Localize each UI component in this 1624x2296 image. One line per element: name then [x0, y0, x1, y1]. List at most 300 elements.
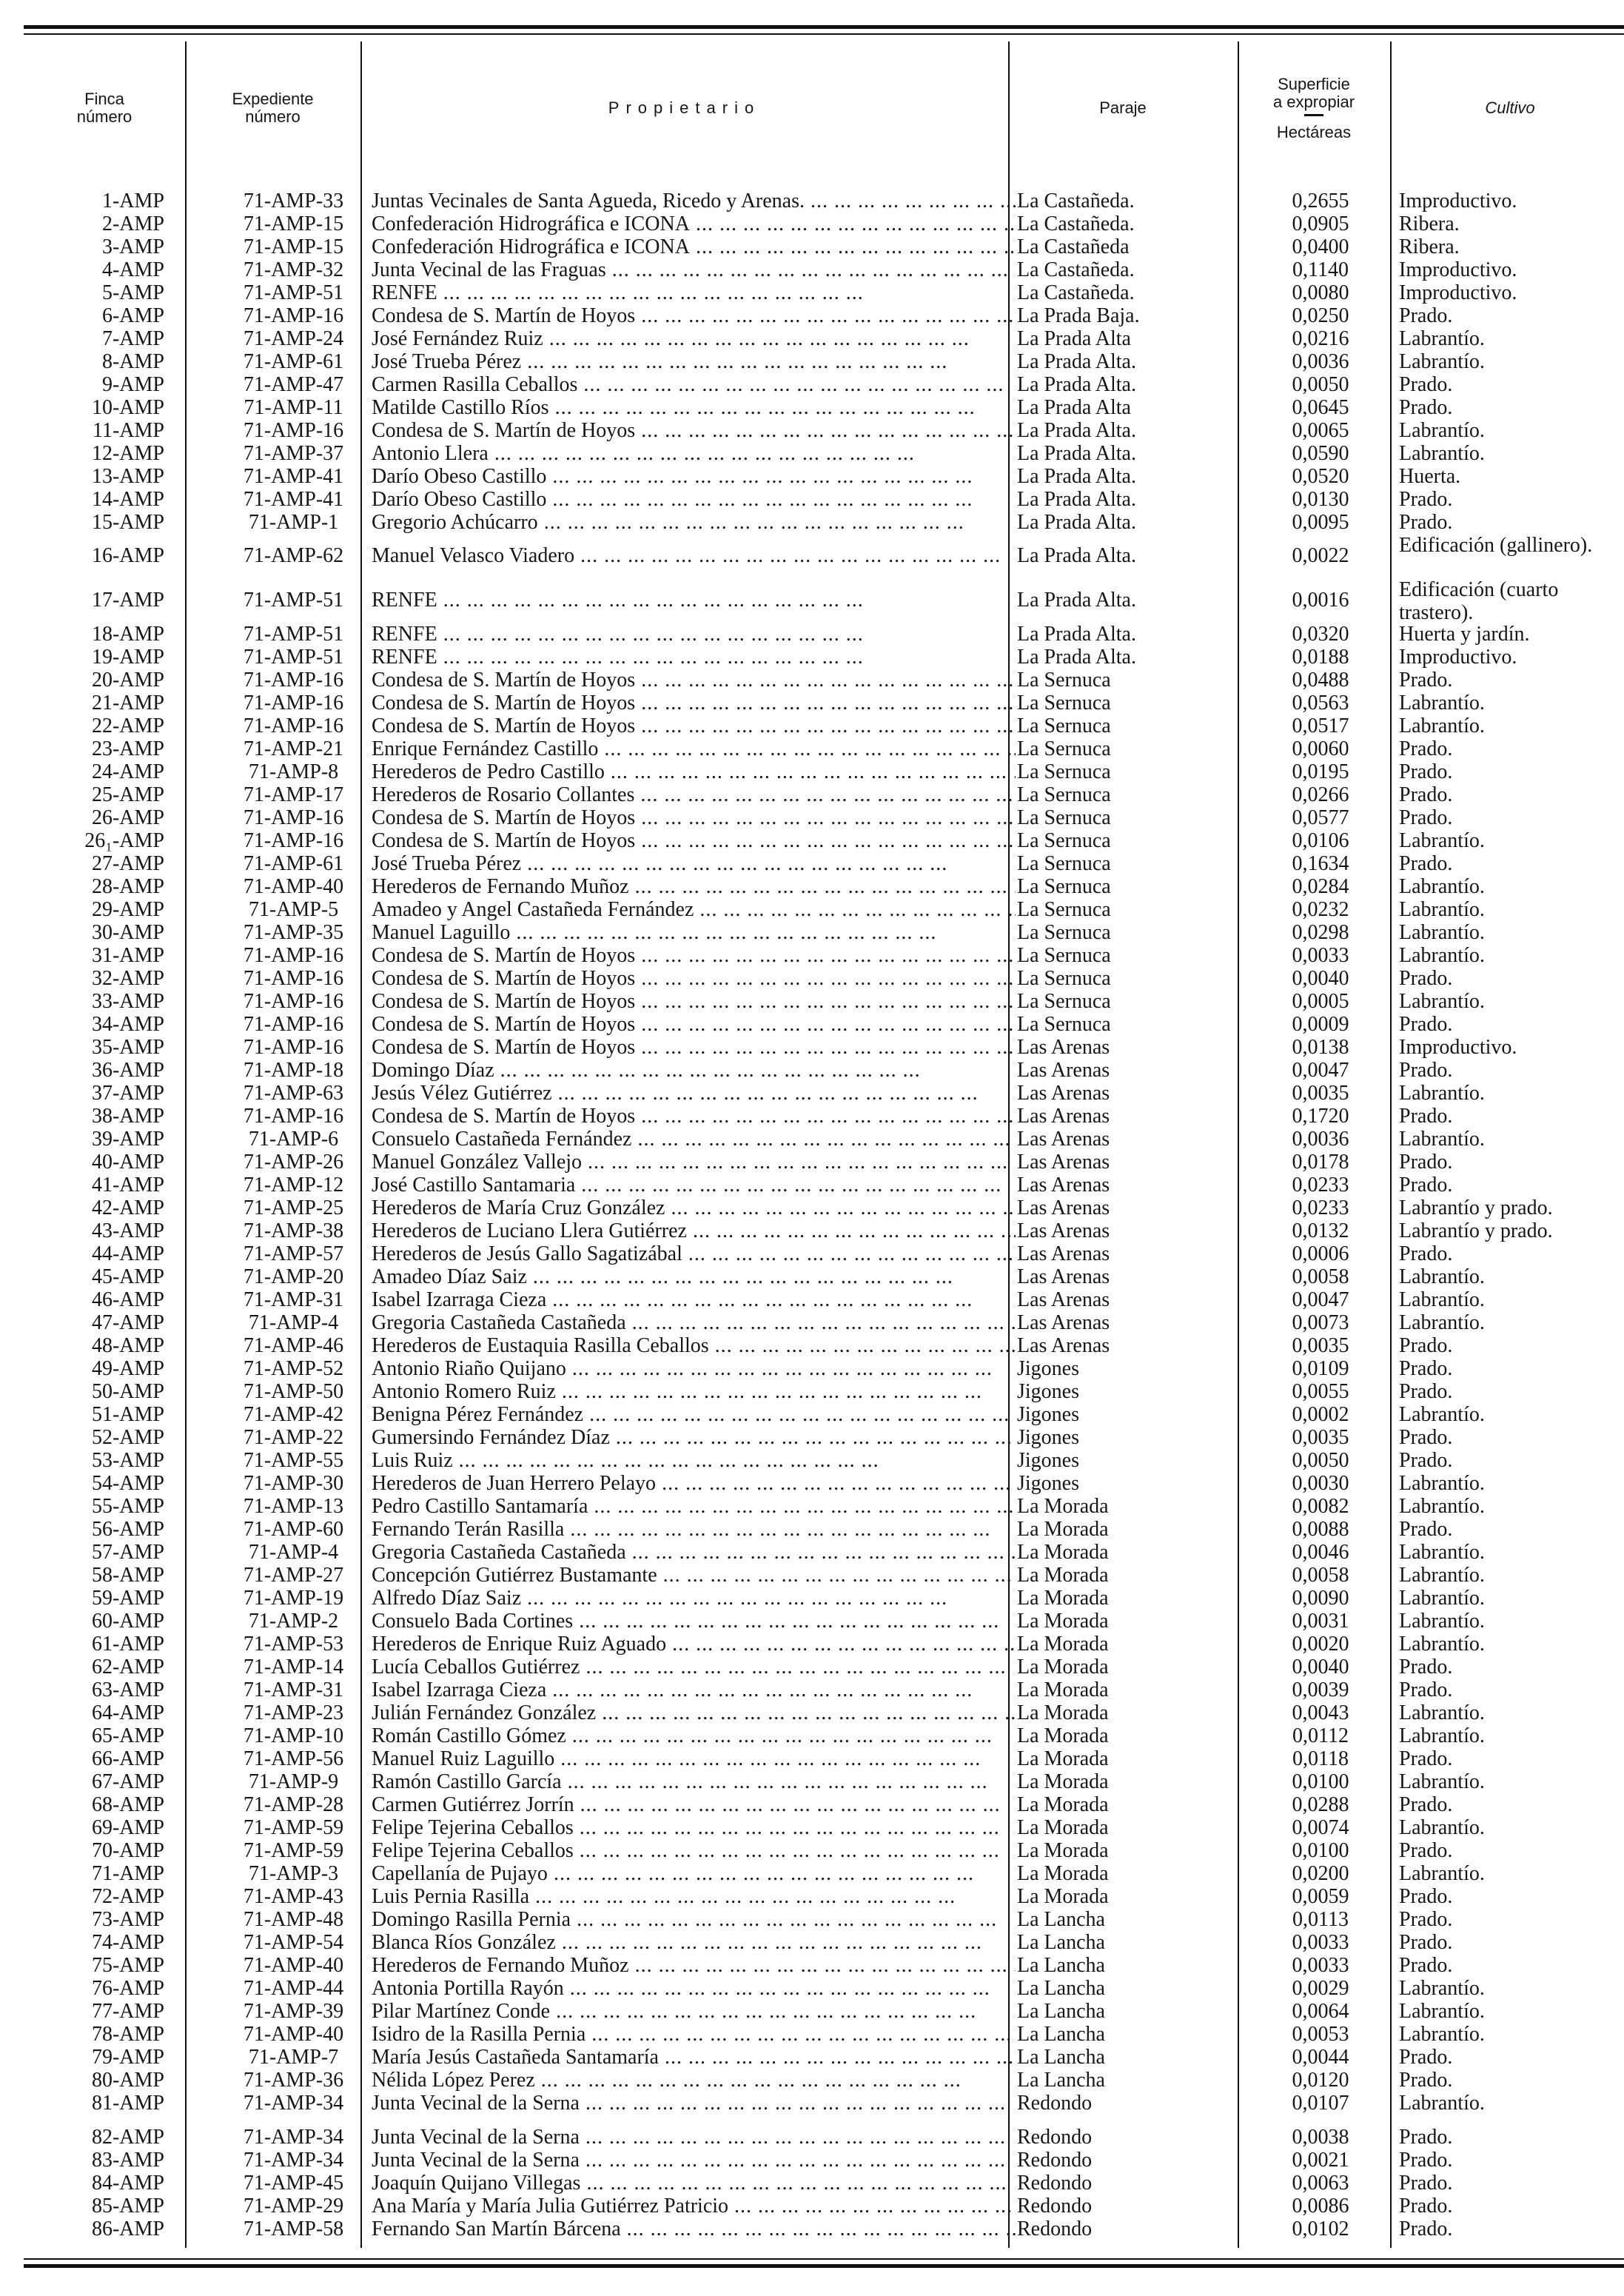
superficie-cell: 0,0082: [1292, 1495, 1349, 1518]
finca-cell: 12-AMP: [91, 442, 164, 465]
finca-cell: 52-AMP: [91, 1426, 164, 1449]
paraje-cell: Las Arenas: [1017, 1311, 1110, 1334]
expediente-cell: 71-AMP-42: [243, 1403, 344, 1426]
propietario-cell: Herederos de Fernando Muñoz ... .: [372, 875, 1016, 898]
expediente-cell: 71-AMP-15: [243, 212, 344, 235]
finca-cell: 74-AMP: [91, 1931, 164, 1954]
propietario-cell: Carmen Rasilla Ceballos ... .: [372, 373, 1016, 396]
expediente-cell: 71-AMP-34: [243, 2149, 344, 2172]
propietario-cell: Junta Vecinal de las Fraguas ... .: [372, 258, 1016, 281]
cultivo-cell: Labrantío.: [1399, 829, 1485, 852]
expropriation-table: [24, 41, 1624, 2267]
expediente-cell: 71-AMP-17: [243, 783, 344, 806]
propietario-cell: Luis Pernia Rasilla ... .: [372, 1885, 1016, 1908]
propietario-cell: Domingo Díaz ... .: [372, 1059, 1016, 1082]
header-cultivo-label: Cultivo: [1485, 98, 1535, 117]
table-row: [24, 669, 1624, 692]
superficie-cell: 0,0113: [1292, 1908, 1349, 1931]
finca-cell: 30-AMP: [91, 921, 164, 944]
superficie-cell: 0,0074: [1292, 1816, 1349, 1839]
paraje-cell: Las Arenas: [1017, 1082, 1110, 1105]
superficie-cell: 0,0563: [1292, 692, 1349, 714]
paraje-cell: Redondo: [1017, 2218, 1093, 2240]
table-row: [24, 1219, 1624, 1242]
paraje-cell: La Morada: [1017, 1816, 1109, 1839]
superficie-cell: 0,0073: [1292, 1311, 1349, 1334]
propietario-cell: Herederos de Jesús Gallo Sagatizábal ... .: [372, 1242, 1016, 1265]
superficie-cell: 0,0488: [1292, 669, 1349, 692]
finca-cell: 51-AMP: [91, 1403, 164, 1426]
superficie-cell: 0,0178: [1292, 1151, 1349, 1174]
finca-cell: 38-AMP: [91, 1105, 164, 1128]
cultivo-cell: Labrantío.: [1399, 350, 1485, 373]
cultivo-cell: Prado.: [1399, 2069, 1453, 2092]
paraje-cell: La Morada: [1017, 1564, 1109, 1587]
superficie-cell: 0,0050: [1292, 373, 1349, 396]
finca-cell: 39-AMP: [91, 1128, 164, 1151]
paraje-cell: La Prada Alta.: [1017, 442, 1136, 465]
paraje-cell: La Prada Alta.: [1017, 350, 1136, 373]
table-row: [24, 1426, 1624, 1449]
finca-cell: 70-AMP: [91, 1839, 164, 1862]
table-row: [24, 1954, 1624, 1977]
expediente-cell: 71-AMP-9: [248, 1770, 339, 1793]
propietario-cell: Herederos de Enrique Ruiz Aguado ... .: [372, 1633, 1016, 1656]
cultivo-cell: Prado.: [1399, 1747, 1453, 1770]
cultivo-cell: Huerta.: [1399, 465, 1461, 488]
cultivo-cell: Prado.: [1399, 2172, 1453, 2195]
propietario-cell: Lucía Ceballos Gutiérrez ... .: [372, 1656, 1016, 1679]
finca-cell: 1-AMP: [101, 190, 164, 212]
cultivo-cell: Prado.: [1399, 1380, 1453, 1403]
table-row: [24, 1265, 1624, 1288]
cultivo-cell: Labrantío.: [1399, 1495, 1485, 1518]
expediente-cell: 71-AMP-36: [243, 2069, 344, 2092]
finca-cell: 21-AMP: [91, 692, 164, 714]
paraje-cell: Las Arenas: [1017, 1196, 1110, 1219]
paraje-cell: La Sernuca: [1017, 967, 1111, 990]
superficie-cell: 0,0590: [1292, 442, 1349, 465]
cultivo-cell: Prado.: [1399, 760, 1453, 783]
table-row: [24, 2023, 1624, 2046]
propietario-cell: Nélida López Perez ... .: [372, 2069, 1016, 2092]
expediente-cell: 71-AMP-15: [243, 235, 344, 258]
expediente-cell: 71-AMP-2: [248, 1610, 339, 1633]
paraje-cell: Las Arenas: [1017, 1036, 1110, 1059]
table-row: [24, 2092, 1624, 2115]
finca-cell: 25-AMP: [91, 783, 164, 806]
paraje-cell: La Sernuca: [1017, 692, 1111, 714]
cultivo-cell: Labrantío.: [1399, 419, 1485, 442]
superficie-cell: 0,0035: [1292, 1082, 1349, 1105]
superficie-cell: 0,0043: [1292, 1701, 1349, 1724]
finca-cell: 46-AMP: [91, 1288, 164, 1311]
finca-cell: 29-AMP: [91, 898, 164, 921]
cultivo-cell: Labrantío.: [1399, 944, 1485, 967]
table-row: [24, 2115, 1624, 2149]
table-row: [24, 1472, 1624, 1495]
table-row: [24, 396, 1624, 419]
cultivo-cell: Prado.: [1399, 1174, 1453, 1196]
finca-cell: 35-AMP: [91, 1036, 164, 1059]
paraje-cell: La Prada Alta.: [1017, 623, 1136, 646]
cultivo-cell: Labrantío.: [1399, 875, 1485, 898]
cultivo-cell: Labrantío.: [1399, 1724, 1485, 1747]
superficie-cell: 0,0120: [1292, 2069, 1349, 2092]
expediente-cell: 71-AMP-1: [248, 511, 339, 534]
finca-cell: 77-AMP: [91, 2000, 164, 2023]
expediente-cell: 71-AMP-24: [243, 327, 344, 350]
superficie-cell: 0,0188: [1292, 646, 1349, 669]
expediente-cell: 71-AMP-53: [243, 1633, 344, 1656]
cultivo-cell: Prado.: [1399, 2149, 1453, 2172]
paraje-cell: La Morada: [1017, 1495, 1109, 1518]
expediente-cell: 71-AMP-10: [243, 1724, 344, 1747]
superficie-cell: 0,0029: [1292, 1977, 1349, 2000]
superficie-cell: 0,0232: [1292, 898, 1349, 921]
paraje-cell: La Sernuca: [1017, 669, 1111, 692]
propietario-cell: Condesa de S. Martín de Hoyos ... .: [372, 806, 1016, 829]
expediente-cell: 71-AMP-52: [243, 1357, 344, 1380]
superficie-cell: 0,0905: [1292, 212, 1349, 235]
paraje-cell: La Prada Alta.: [1017, 646, 1136, 669]
superficie-cell: 0,0047: [1292, 1059, 1349, 1082]
table-row: [24, 2218, 1624, 2240]
superficie-cell: 0,0200: [1292, 1862, 1349, 1885]
finca-cell: 64-AMP: [91, 1701, 164, 1724]
table-row: [24, 1174, 1624, 1196]
expediente-cell: 71-AMP-5: [248, 898, 339, 921]
propietario-cell: Condesa de S. Martín de Hoyos ... .: [372, 304, 1016, 327]
superficie-cell: 0,0022: [1292, 544, 1349, 567]
paraje-cell: Las Arenas: [1017, 1151, 1110, 1174]
finca-cell: 69-AMP: [91, 1816, 164, 1839]
table-row: [24, 1196, 1624, 1219]
expediente-cell: 71-AMP-31: [243, 1288, 344, 1311]
expediente-cell: 71-AMP-47: [243, 373, 344, 396]
superficie-cell: 0,0033: [1292, 1954, 1349, 1977]
expediente-cell: 71-AMP-16: [243, 692, 344, 714]
table-row: [24, 2195, 1624, 2218]
table-row: [24, 1679, 1624, 1701]
paraje-cell: Las Arenas: [1017, 1128, 1110, 1151]
cultivo-cell: Prado.: [1399, 1931, 1453, 1954]
table-row: [24, 737, 1624, 760]
superficie-cell: 0,0284: [1292, 875, 1349, 898]
paraje-cell: La Sernuca: [1017, 898, 1111, 921]
table-row: [24, 2000, 1624, 2023]
finca-cell: 44-AMP: [91, 1242, 164, 1265]
cultivo-cell: Labrantío.: [1399, 1701, 1485, 1724]
table-row: [24, 1885, 1624, 1908]
paraje-cell: Redondo: [1017, 2149, 1093, 2172]
cultivo-cell: Labrantío.: [1399, 1862, 1485, 1885]
cultivo-cell: Prado.: [1399, 669, 1453, 692]
paraje-cell: La Morada: [1017, 1518, 1109, 1541]
finca-cell: 56-AMP: [91, 1518, 164, 1541]
propietario-cell: José Fernández Ruiz ... .: [372, 327, 1016, 350]
paraje-cell: La Lancha: [1017, 1954, 1105, 1977]
bottom-rule-thick: [24, 2264, 1624, 2268]
paraje-cell: La Lancha: [1017, 2000, 1105, 2023]
superficie-cell: 0,0088: [1292, 1518, 1349, 1541]
propietario-cell: Ramón Castillo García ... .: [372, 1770, 1016, 1793]
superficie-cell: 0,0132: [1292, 1219, 1349, 1242]
propietario-cell: José Trueba Pérez ... .: [372, 350, 1016, 373]
propietario-cell: Juntas Vecinales de Santa Agueda, Ricedo y Arenas. ... .: [372, 190, 1016, 212]
paraje-cell: La Prada Alta.: [1017, 544, 1136, 567]
finca-cell: 66-AMP: [91, 1747, 164, 1770]
paraje-cell: La Morada: [1017, 1747, 1109, 1770]
paraje-cell: La Morada: [1017, 1862, 1109, 1885]
superficie-cell: 0,0095: [1292, 511, 1349, 534]
table-row: [24, 1334, 1624, 1357]
cultivo-cell: Prado.: [1399, 852, 1453, 875]
expediente-cell: 71-AMP-51: [243, 646, 344, 669]
cultivo-cell: Labrantío.: [1399, 327, 1485, 350]
table-row: [24, 875, 1624, 898]
expediente-cell: 71-AMP-16: [243, 806, 344, 829]
paraje-cell: Las Arenas: [1017, 1334, 1110, 1357]
paraje-cell: La Castañeda.: [1017, 190, 1135, 212]
cultivo-cell: Prado.: [1399, 806, 1453, 829]
header-cultivo: [1390, 41, 1624, 175]
propietario-cell: Carmen Gutiérrez Jorrín ... .: [372, 1793, 1016, 1816]
expediente-cell: 71-AMP-40: [243, 875, 344, 898]
propietario-cell: Alfredo Díaz Saiz ... .: [372, 1587, 1016, 1610]
table-row: [24, 2069, 1624, 2092]
paraje-cell: La Prada Alta.: [1017, 373, 1136, 396]
propietario-cell: Condesa de S. Martín de Hoyos ... .: [372, 944, 1016, 967]
table-row: [24, 1564, 1624, 1587]
superficie-cell: 0,0040: [1292, 1656, 1349, 1679]
cultivo-cell: Prado.: [1399, 373, 1453, 396]
paraje-cell: La Morada: [1017, 1541, 1109, 1564]
expediente-cell: 71-AMP-20: [243, 1265, 344, 1288]
table-row: [24, 714, 1624, 737]
expediente-cell: 71-AMP-48: [243, 1908, 344, 1931]
propietario-cell: Darío Obeso Castillo ... .: [372, 465, 1016, 488]
table-row: [24, 1151, 1624, 1174]
cultivo-cell: Prado.: [1399, 737, 1453, 760]
cultivo-cell: Labrantío.: [1399, 1288, 1485, 1311]
paraje-cell: La Morada: [1017, 1839, 1109, 1862]
table-row: [24, 990, 1624, 1013]
finca-cell: 16-AMP: [91, 544, 164, 567]
superficie-cell: 0,0266: [1292, 783, 1349, 806]
table-row: [24, 1862, 1624, 1885]
expediente-cell: 71-AMP-31: [243, 1679, 344, 1701]
header-expediente: [185, 41, 360, 175]
paraje-cell: La Castañeda.: [1017, 212, 1135, 235]
superficie-cell: 0,0038: [1292, 2126, 1349, 2149]
paraje-cell: La Sernuca: [1017, 806, 1111, 829]
expediente-cell: 71-AMP-4: [248, 1541, 339, 1564]
finca-cell: 13-AMP: [91, 465, 164, 488]
finca-cell: 19-AMP: [91, 646, 164, 669]
paraje-cell: La Sernuca: [1017, 714, 1111, 737]
superficie-cell: 0,0063: [1292, 2172, 1349, 2195]
superficie-cell: 0,0033: [1292, 944, 1349, 967]
superficie-cell: 0,0064: [1292, 2000, 1349, 2023]
finca-cell: 50-AMP: [91, 1380, 164, 1403]
paraje-cell: La Sernuca: [1017, 737, 1111, 760]
finca-cell: 80-AMP: [91, 2069, 164, 2092]
superficie-cell: 0,0100: [1292, 1839, 1349, 1862]
superficie-cell: 0,0320: [1292, 623, 1349, 646]
finca-cell: 4-AMP: [101, 258, 164, 281]
table-row: [24, 190, 1624, 212]
paraje-cell: La Prada Alta.: [1017, 589, 1136, 612]
table-row: [24, 212, 1624, 235]
cultivo-cell: Labrantío.: [1399, 1564, 1485, 1587]
table-row: [24, 578, 1624, 623]
cultivo-cell: Prado.: [1399, 304, 1453, 327]
propietario-cell: Felipe Tejerina Ceballos ... .: [372, 1816, 1016, 1839]
propietario-cell: Isidro de la Rasilla Pernia ... .: [372, 2023, 1016, 2046]
superficie-cell: 0,0065: [1292, 419, 1349, 442]
paraje-cell: La Morada: [1017, 1587, 1109, 1610]
expediente-cell: 71-AMP-11: [244, 396, 343, 419]
paraje-cell: Las Arenas: [1017, 1242, 1110, 1265]
superficie-cell: 0,0090: [1292, 1587, 1349, 1610]
finca-cell: 9-AMP: [101, 373, 164, 396]
paraje-cell: La Morada: [1017, 1656, 1109, 1679]
propietario-cell: Herederos de Fernando Muñoz ... .: [372, 1954, 1016, 1977]
expediente-cell: 71-AMP-28: [243, 1793, 344, 1816]
paraje-cell: La Lancha: [1017, 2023, 1105, 2046]
cultivo-cell: Labrantío.: [1399, 1472, 1485, 1495]
propietario-cell: Julián Fernández González ... .: [372, 1701, 1016, 1724]
superficie-cell: 0,0039: [1292, 1679, 1349, 1701]
paraje-cell: Jigones: [1017, 1426, 1079, 1449]
table-row: [24, 806, 1624, 829]
finca-cell: 57-AMP: [91, 1541, 164, 1564]
superficie-cell: 0,0298: [1292, 921, 1349, 944]
finca-cell: 26-AMP: [91, 806, 164, 829]
finca-cell: 86-AMP: [91, 2218, 164, 2240]
propietario-cell: Herederos de Juan Herrero Pelayo ... .: [372, 1472, 1016, 1495]
propietario-cell: Condesa de S. Martín de Hoyos ... .: [372, 692, 1016, 714]
table-row: [24, 1701, 1624, 1724]
table-row: [24, 1013, 1624, 1036]
finca-cell: 42-AMP: [91, 1196, 164, 1219]
superficie-cell: 0,2655: [1292, 190, 1349, 212]
expediente-cell: 71-AMP-56: [243, 1747, 344, 1770]
finca-cell: 26₁-AMP: [84, 829, 164, 852]
table-row: [24, 1931, 1624, 1954]
table-row: [24, 350, 1624, 373]
propietario-cell: Gregoria Castañeda Castañeda ... .: [372, 1311, 1016, 1334]
expediente-cell: 71-AMP-60: [243, 1518, 344, 1541]
propietario-cell: Jesús Vélez Gutiérrez ... .: [372, 1082, 1016, 1105]
propietario-cell: Junta Vecinal de la Serna ... .: [372, 2149, 1016, 2172]
finca-cell: 47-AMP: [91, 1311, 164, 1334]
propietario-cell: Antonio Romero Ruiz ... .: [372, 1380, 1016, 1403]
table-row: [24, 327, 1624, 350]
cultivo-cell: Labrantío.: [1399, 898, 1485, 921]
table-row: [24, 419, 1624, 442]
propietario-cell: Condesa de S. Martín de Hoyos ... .: [372, 1013, 1016, 1036]
paraje-cell: La Morada: [1017, 1679, 1109, 1701]
finca-cell: 49-AMP: [91, 1357, 164, 1380]
paraje-cell: La Prada Baja.: [1017, 304, 1140, 327]
paraje-cell: La Morada: [1017, 1701, 1109, 1724]
paraje-cell: La Sernuca: [1017, 944, 1111, 967]
cultivo-cell: Prado.: [1399, 1426, 1453, 1449]
superficie-cell: 0,1634: [1292, 852, 1349, 875]
table-row: [24, 465, 1624, 488]
propietario-cell: Herederos de Rosario Collantes ... .: [372, 783, 1016, 806]
superficie-cell: 0,0016: [1292, 589, 1349, 612]
expediente-cell: 71-AMP-16: [243, 1036, 344, 1059]
cultivo-cell: Prado.: [1399, 1357, 1453, 1380]
propietario-cell: Consuelo Castañeda Fernández ... .: [372, 1128, 1016, 1151]
expediente-cell: 71-AMP-16: [243, 944, 344, 967]
finca-cell: 82-AMP: [91, 2126, 164, 2149]
paraje-cell: Jigones: [1017, 1472, 1079, 1495]
cultivo-cell: Prado.: [1399, 1013, 1453, 1036]
expediente-cell: 71-AMP-39: [243, 2000, 344, 2023]
superficie-cell: 0,0577: [1292, 806, 1349, 829]
finca-cell: 36-AMP: [91, 1059, 164, 1082]
header-finca: [24, 41, 185, 175]
propietario-cell: Confederación Hidrográfica e ICONA ... .: [372, 235, 1016, 258]
superficie-cell: 0,0059: [1292, 1885, 1349, 1908]
propietario-cell: José Trueba Pérez ... .: [372, 852, 1016, 875]
superficie-cell: 0,0036: [1292, 1128, 1349, 1151]
cultivo-cell: Labrantío.: [1399, 1265, 1485, 1288]
expediente-cell: 71-AMP-61: [243, 350, 344, 373]
table-row: [24, 1793, 1624, 1816]
cultivo-cell: Prado.: [1399, 511, 1453, 534]
finca-cell: 2-AMP: [101, 212, 164, 235]
expediente-cell: 71-AMP-37: [243, 442, 344, 465]
expediente-cell: 71-AMP-44: [243, 1977, 344, 2000]
propietario-cell: Domingo Rasilla Pernia ... .: [372, 1908, 1016, 1931]
propietario-cell: Junta Vecinal de la Serna ... .: [372, 2092, 1016, 2115]
table-row: [24, 1747, 1624, 1770]
paraje-cell: La Lancha: [1017, 1977, 1105, 2000]
superficie-cell: 0,0046: [1292, 1541, 1349, 1564]
superficie-cell: 0,0109: [1292, 1357, 1349, 1380]
cultivo-cell: Prado.: [1399, 1656, 1453, 1679]
expediente-cell: 71-AMP-35: [243, 921, 344, 944]
table-row: [24, 1357, 1624, 1380]
propietario-cell: Condesa de S. Martín de Hoyos ... .: [372, 1036, 1016, 1059]
propietario-cell: Benigna Pérez Fernández ... .: [372, 1403, 1016, 1426]
propietario-cell: RENFE ... .: [372, 589, 1016, 612]
table-row: [24, 898, 1624, 921]
cultivo-cell: Prado.: [1399, 1334, 1453, 1357]
expediente-cell: 71-AMP-30: [243, 1472, 344, 1495]
table-row: [24, 1380, 1624, 1403]
cultivo-cell: Labrantío.: [1399, 1403, 1485, 1426]
cultivo-cell: Improductivo.: [1399, 258, 1517, 281]
header-finca-line2: número: [76, 107, 132, 126]
expediente-cell: 71-AMP-6: [248, 1128, 339, 1151]
paraje-cell: La Morada: [1017, 1885, 1109, 1908]
expediente-cell: 71-AMP-51: [243, 281, 344, 304]
finca-cell: 81-AMP: [91, 2092, 164, 2115]
table-row: [24, 921, 1624, 944]
propietario-cell: Junta Vecinal de la Serna ... .: [372, 2126, 1016, 2149]
finca-cell: 22-AMP: [91, 714, 164, 737]
table-row: [24, 1311, 1624, 1334]
propietario-cell: Isabel Izarraga Cieza ... .: [372, 1288, 1016, 1311]
superficie-cell: 0,0035: [1292, 1426, 1349, 1449]
header-superficie-line3: Hectáreas: [1276, 122, 1352, 141]
